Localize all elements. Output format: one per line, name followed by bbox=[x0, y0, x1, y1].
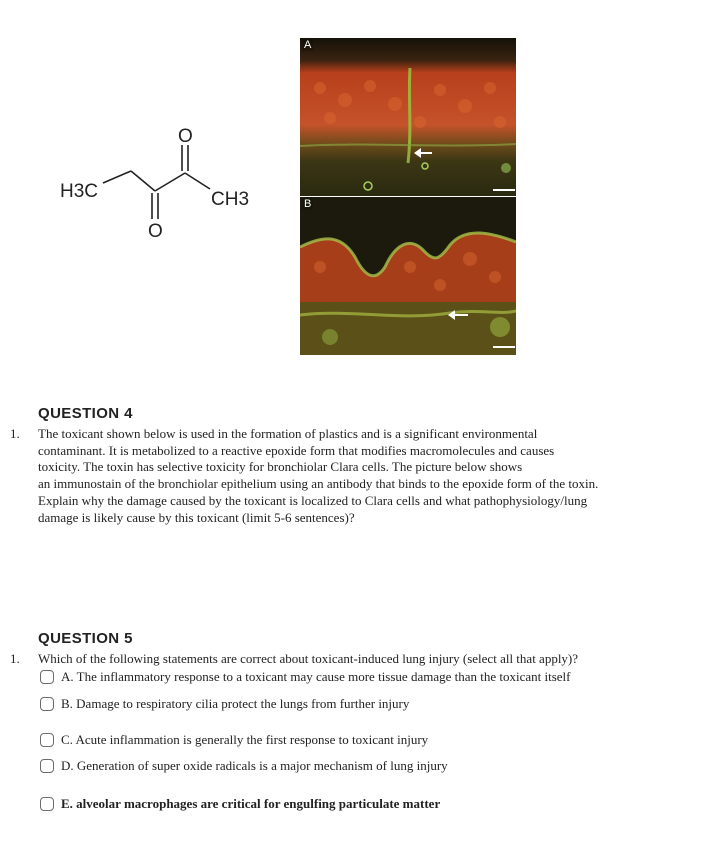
micrograph-a-image bbox=[300, 38, 516, 196]
panel-a-label: A bbox=[304, 39, 312, 51]
micrograph-panel-a bbox=[300, 38, 516, 196]
option-a-checkbox[interactable] bbox=[40, 670, 54, 684]
option-b-label[interactable]: B. Damage to respiratory cilia protect the lungs from further injury bbox=[61, 696, 410, 711]
option-d-label[interactable]: D. Generation of super oxide radicals is a major mechanism of lung injury bbox=[61, 758, 448, 773]
question-4-line: toxicity. The toxin has selective toxicity for bronchiolar Clara cells. The picture below shows bbox=[38, 459, 523, 475]
option-b[interactable] bbox=[40, 694, 409, 714]
option-a[interactable] bbox=[40, 667, 571, 687]
question-4-header: QUESTION 4 bbox=[38, 405, 133, 422]
question-5-number: 1. bbox=[10, 651, 20, 666]
oxygen-bottom: O bbox=[148, 221, 163, 242]
question-4-line: an immunostain of the bronchiolar epithelium using an antibody that binds to the epoxide form of the toxin. bbox=[38, 476, 599, 492]
option-c-checkbox[interactable] bbox=[40, 733, 54, 747]
option-e[interactable] bbox=[40, 794, 440, 814]
question-4-number: 1. bbox=[10, 426, 20, 441]
question-4-line: damage is likely cause by this toxicant (limit 5-6 sentences)? bbox=[38, 509, 355, 525]
micrograph-panel-b bbox=[300, 197, 516, 355]
oxygen-top: O bbox=[178, 126, 193, 147]
panel-b-label: B bbox=[304, 198, 312, 210]
methyl-left: H3C bbox=[60, 181, 99, 202]
option-d[interactable] bbox=[40, 756, 448, 776]
option-e-checkbox[interactable] bbox=[40, 797, 54, 811]
option-a-label[interactable]: A. The inflammatory response to a toxicant may cause more tissue damage than the toxicant itself bbox=[61, 669, 571, 684]
question-5-prompt: Which of the following statements are correct about toxicant-induced lung injury (select all that apply)? bbox=[38, 651, 579, 666]
question-4-line: Explain why the damage caused by the toxicant is localized to Clara cells and what pathophysiology/lung bbox=[38, 492, 588, 508]
option-b-checkbox[interactable] bbox=[40, 697, 54, 711]
question-4-line: The toxicant shown below is used in the formation of plastics and is a significant environmental bbox=[38, 426, 538, 441]
methyl-right: CH3 bbox=[211, 189, 250, 210]
molecule-structure bbox=[55, 115, 285, 245]
option-e-label[interactable]: E. alveolar macrophages are critical for engulfing particulate matter bbox=[61, 796, 441, 811]
question-5-header: QUESTION 5 bbox=[38, 630, 133, 647]
question-4-line: contaminant. It is metabolized to a reactive epoxide form that modifies macromolecules and causes bbox=[38, 442, 555, 458]
question-4-text bbox=[38, 426, 688, 526]
option-d-checkbox[interactable] bbox=[40, 759, 54, 773]
micrograph-b-image bbox=[300, 197, 516, 355]
option-c[interactable] bbox=[40, 730, 428, 750]
option-c-label[interactable]: C. Acute inflammation is generally the first response to toxicant injury bbox=[61, 732, 429, 747]
